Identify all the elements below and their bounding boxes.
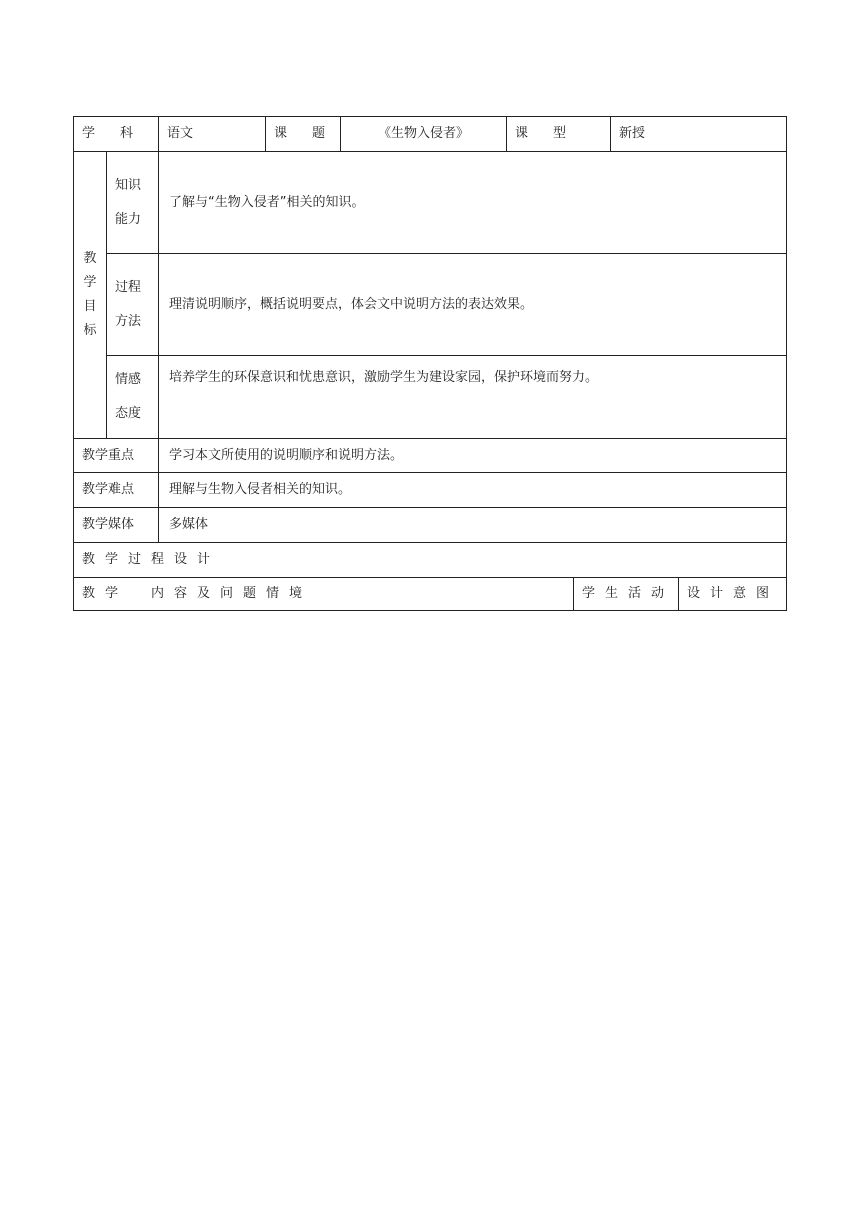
process-columns-row [74, 578, 787, 611]
objective-label-emotion: 情感态度 [107, 356, 159, 439]
objective-row-knowledge [74, 152, 787, 254]
objective-text-process: 理清说明顺序，概括说明要点，体会文中说明方法的表达效果。 [159, 254, 787, 356]
objective-label-process: 过程方法 [107, 254, 159, 356]
type-value: 新授 [611, 117, 787, 152]
type-label: 课 型 [507, 117, 611, 152]
objective-text-knowledge: 了解与“生物入侵者”相关的知识。 [159, 152, 787, 254]
process-title: 教学过程设计 [74, 543, 787, 578]
objective-label-knowledge: 知识能力 [107, 152, 159, 254]
topic-label: 课 题 [266, 117, 341, 152]
process-col-student: 学生活动 [574, 578, 679, 611]
key-points-label: 教学重点 [74, 439, 159, 473]
header-row [74, 117, 787, 152]
topic-value: 《生物入侵者》 [341, 117, 507, 152]
process-title-row [74, 543, 787, 578]
objective-row-emotion [74, 356, 787, 439]
difficulties-row [74, 473, 787, 508]
objectives-label: 教学目标 [74, 152, 107, 439]
media-label: 教学媒体 [74, 508, 159, 543]
difficulties-label: 教学难点 [74, 473, 159, 508]
difficulties-text: 理解与生物入侵者相关的知识。 [159, 473, 787, 508]
subject-label: 学 科 [74, 117, 159, 152]
process-col-intent: 设计意图 [679, 578, 787, 611]
subject-value: 语文 [159, 117, 266, 152]
media-text: 多媒体 [159, 508, 787, 543]
objective-text-emotion: 培养学生的环保意识和忧患意识，激励学生为建设家园，保护环境而努力。 [159, 356, 787, 439]
key-points-text: 学习本文所使用的说明顺序和说明方法。 [159, 439, 787, 473]
key-points-row [74, 439, 787, 473]
lesson-plan-table [73, 116, 787, 611]
lesson-plan [73, 116, 786, 611]
objective-row-process [74, 254, 787, 356]
media-row [74, 508, 787, 543]
process-col-content: 教学 内容及问题情境 [74, 578, 574, 611]
